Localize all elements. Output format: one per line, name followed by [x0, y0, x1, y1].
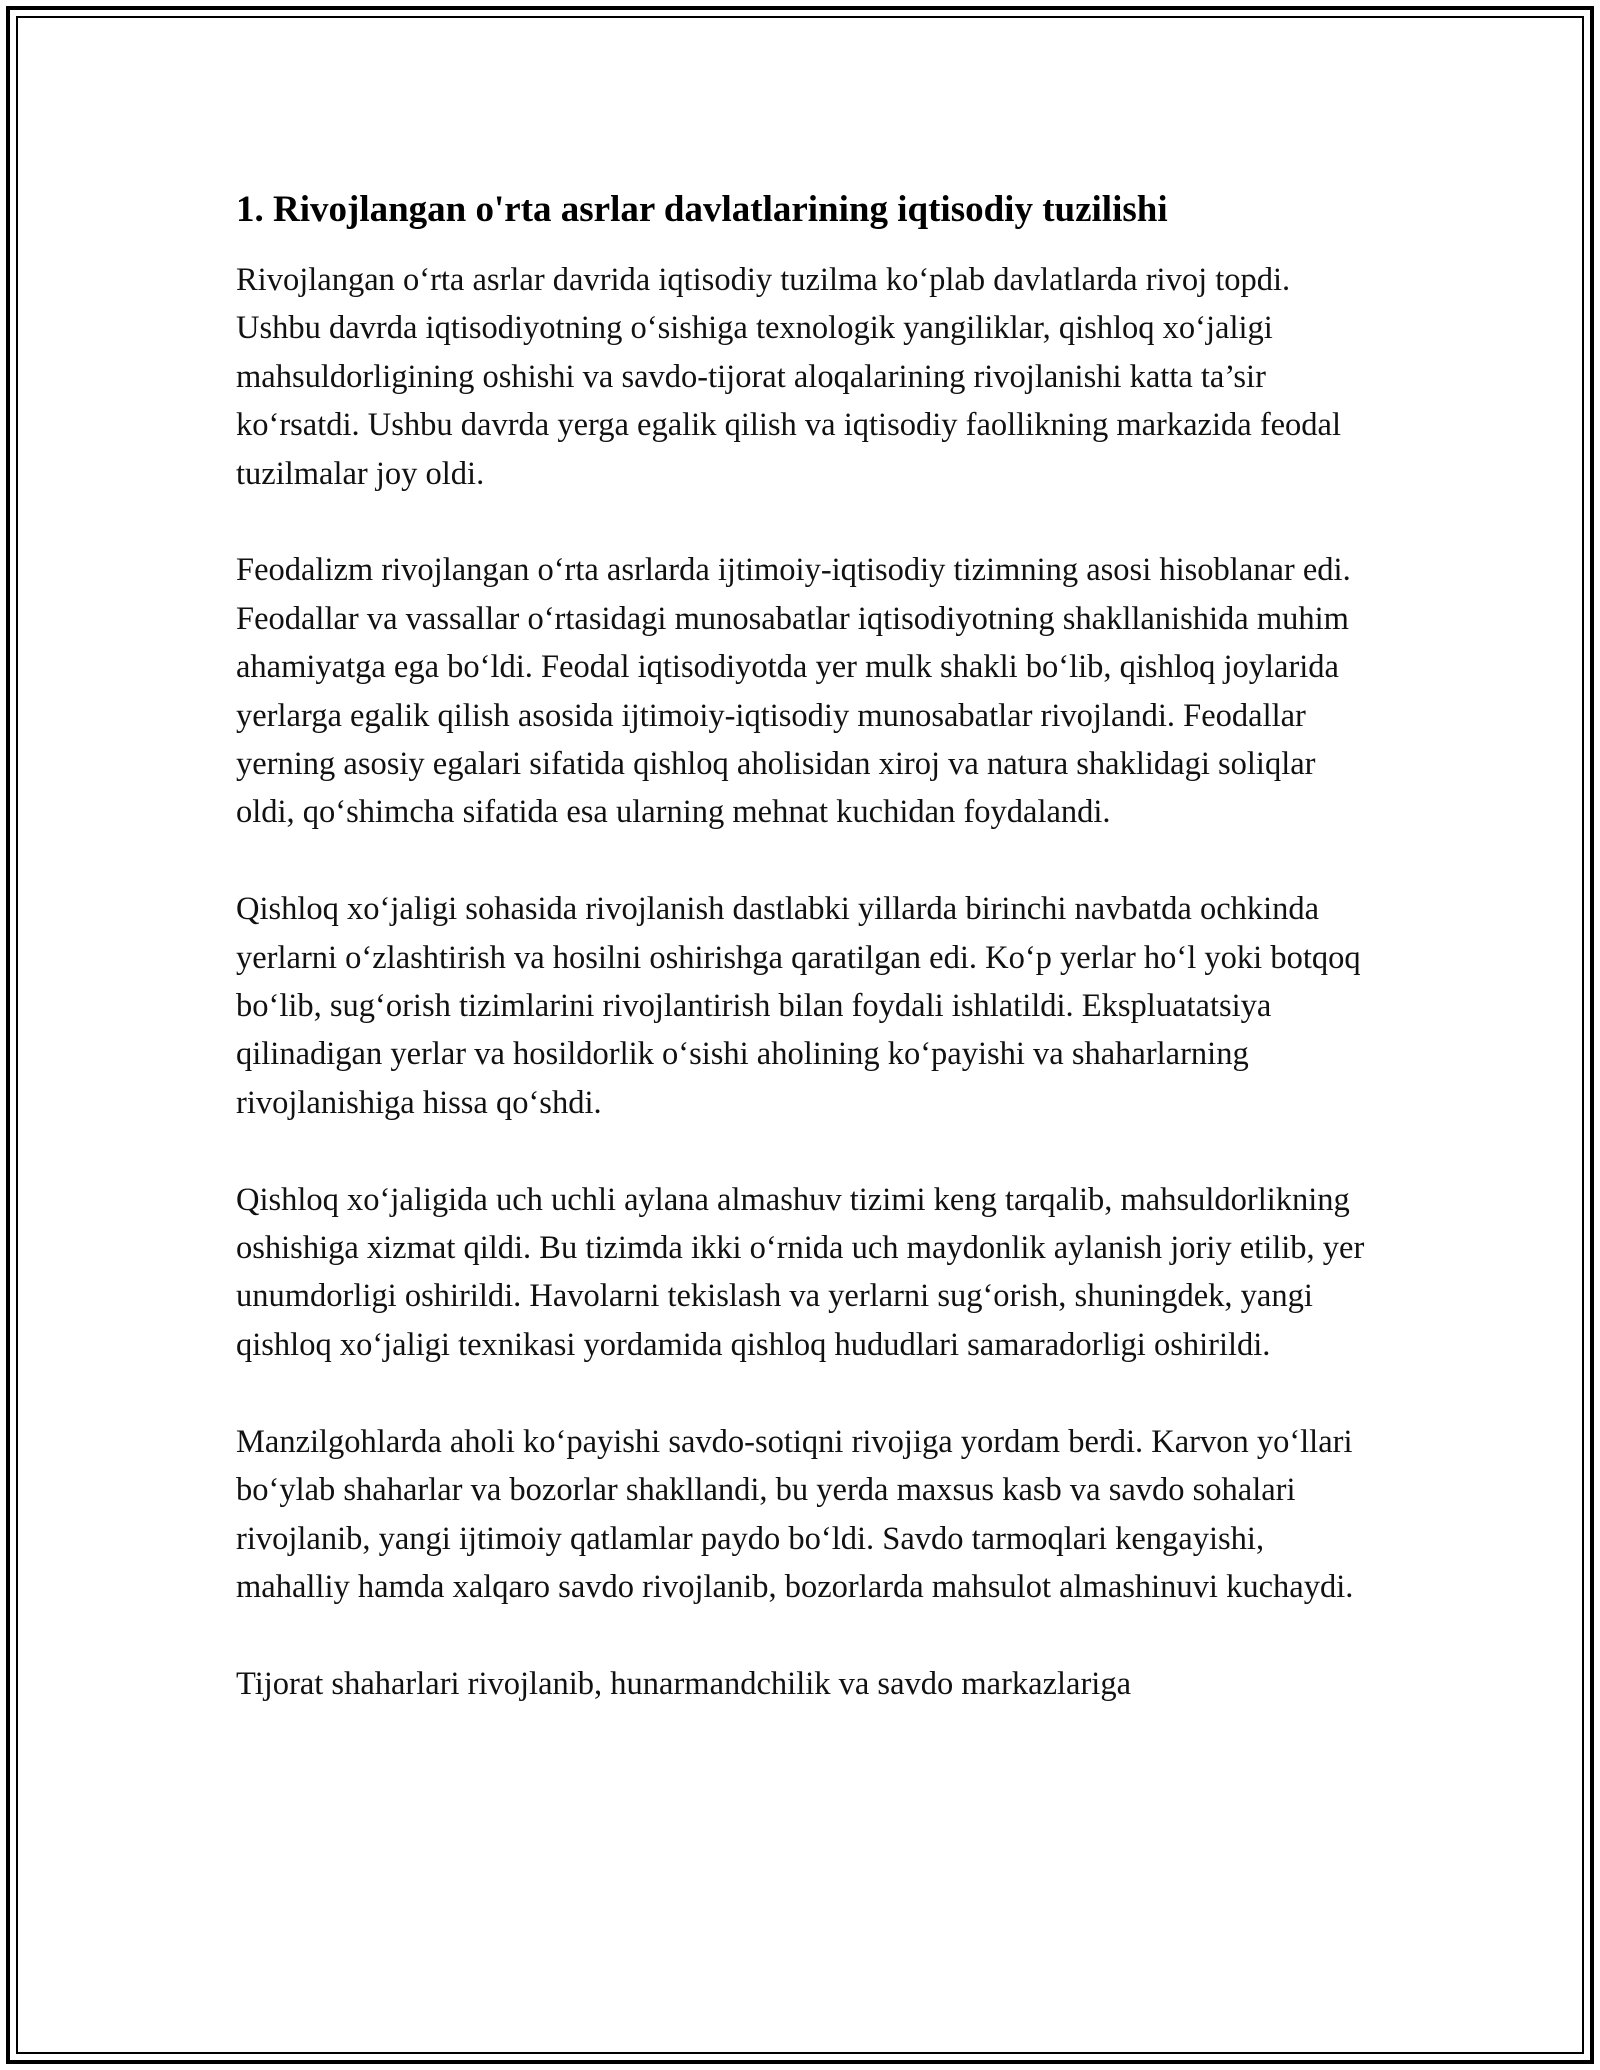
paragraph-2: Feodalizm rivojlangan o‘rta asrlarda ijtimoiy-iqtisodiy tizimning asosi hisoblanar edi. Feodallar va vassallar o‘rtasidagi munosabatlar iqtisodiyotning shakllanishida muhim ahamiyatga ega bo‘ldi. Feodal iqtisodiyotda yer mulk shakli bo‘lib, qishloq joylarida yerlarga egalik qilish asosida ijtimoiy-iqtisodiy munosabatlar rivojlandi. Feodallar yerning asosiy egalari sifatida qishloq aholisidan xiroj va natura shaklidagi soliqlar oldi, qo‘shimcha sifatida esa ularning mehnat kuchidan foydalandi.	[236, 552, 1351, 831]
paragraph-1: Rivojlangan o‘rta asrlar davrida iqtisodiy tuzilma ko‘plab davlatlarda rivoj topdi. Ushbu davrda iqtisodiyotning o‘sishiga texnologik yangiliklar, qishloq xo‘jaligi mahsuldorligining oshishi va savdo-tijorat aloqalarining rivojlanishi katta ta’sir ko‘rsatdi. Ushbu davrda yerga egalik qilish va iqtisodiy faollikning markazida feodal tuzilmalar joy oldi.	[236, 262, 1342, 492]
paragraph-6: Tijorat shaharlari rivojlanib, hunarmandchilik va savdo markazlariga	[236, 1665, 1131, 1702]
paragraph-3: Qishloq xo‘jaligi sohasida rivojlanish dastlabki yillarda birinchi navbatda ochkinda yerlarni o‘zlashtirish va hosilni oshirishga qaratilgan edi. Ko‘p yerlar ho‘l yoki botqoq bo‘lib, sug‘orish tizimlarini rivojlantirish bilan foydali ishlatildi. Ekspluatatsiya qilinadigan yerlar va hosildorlik o‘sishi aholining ko‘payishi va shaharlarning rivojlanishiga hissa qo‘shdi.	[236, 891, 1361, 1121]
section-heading: 1. Rivojlangan o'rta asrlar davlatlarining iqtisodiy tuzilishi	[236, 189, 1168, 230]
paragraph-5: Manzilgohlarda aholi ko‘payishi savdo-sotiqni rivojiga yordam berdi. Karvon yo‘llari bo‘ylab shaharlar va bozorlar shakllandi, bu yerda maxsus kasb va savdo sohalari rivojlanib, yangi ijtimoiy qatlamlar paydo bo‘ldi. Savdo tarmoqlari kengayishi, mahalliy hamda xalqaro savdo rivojlanib, bozorlarda mahsulot almashinuvi kuchaydi.	[236, 1423, 1354, 1605]
document-body	[236, 186, 1366, 1757]
paragraph-4: Qishloq xo‘jaligida uch uchli aylana almashuv tizimi keng tarqalib, mahsuldorlikning oshishiga xizmat qildi. Bu tizimda ikki o‘rnida uch maydonlik aylanish joriy etilib, yer unumdorligi oshirildi. Havolarni tekislash va yerlarni sug‘orish, shuningdek, yangi qishloq xo‘jaligi texnikasi yordamida qishloq hududlari samaradorligi oshirildi.	[236, 1181, 1365, 1363]
